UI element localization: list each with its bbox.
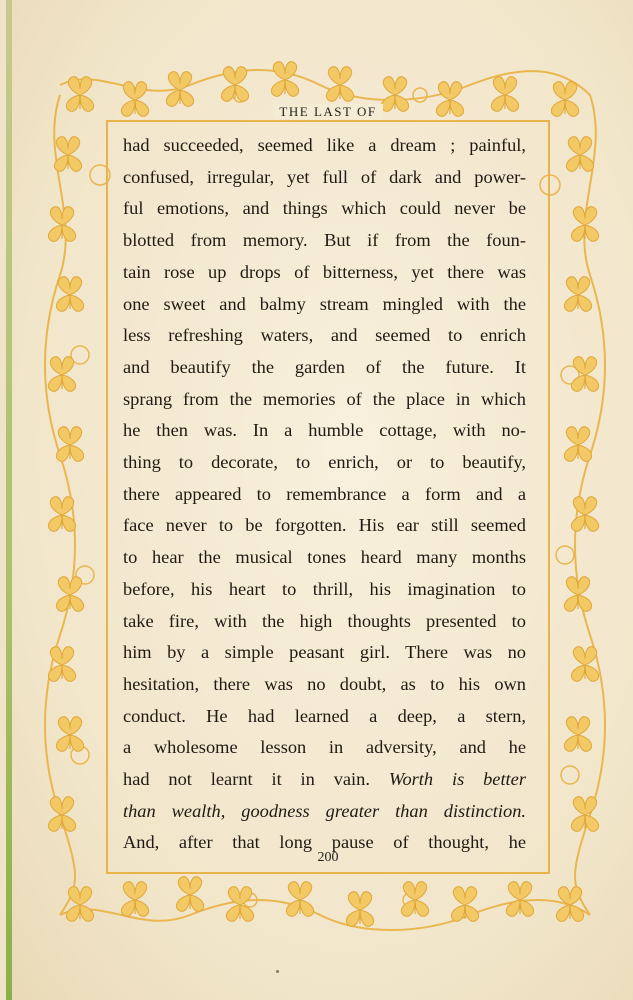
text-segment: had not learnt it in vain. [123, 769, 370, 790]
text-line: blotted from memory. But if from the foun- [123, 230, 526, 251]
text-line: there appeared to remembrance a form and a [123, 483, 526, 504]
text-line: ful emotions, and things which could never be [123, 198, 526, 219]
text-line: he then was. In a humble cottage, with no- [123, 420, 526, 441]
text-line: conduct. He had learned a deep, a stern, [123, 705, 526, 726]
page-edge [6, 0, 12, 1000]
text-line: confused, irregular, yet full of dark and power- [123, 166, 526, 187]
text-line: less refreshing waters, and seemed to enrich [123, 325, 526, 346]
text-line: one sweet and balmy stream mingled with the [123, 293, 526, 314]
text-line-italic: than wealth, goodness greater than distinction. [123, 800, 526, 821]
text-line: tain rose up drops of bitterness, yet there was [123, 261, 526, 282]
paper-speck [276, 970, 279, 973]
text-line: had succeeded, seemed like a dream ; painful, [123, 135, 526, 155]
text-line: thing to decorate, to enrich, or to beautify, [123, 452, 526, 473]
text-line: hesitation, there was no doubt, as to his own [123, 673, 526, 694]
text-line: a wholesome lesson in adversity, and he [123, 737, 526, 758]
text-line: face never to be forgotten. His ear still seemed [123, 515, 526, 536]
text-line: him by a simple peasant girl. There was no [123, 642, 526, 663]
text-line: And, after that long pause of thought, he [123, 832, 526, 853]
text-line: take fire, with the high thoughts presented to [123, 610, 526, 631]
text-line: to hear the musical tones heard many months [123, 547, 526, 568]
text-line: before, his heart to thrill, his imagination to [123, 578, 526, 599]
text-line-mixed [123, 764, 526, 796]
body-text [123, 130, 526, 859]
book-page [6, 0, 633, 1000]
running-title: THE LAST OF [273, 104, 382, 119]
italic-segment: Worth is better [388, 769, 526, 790]
text-line: sprang from the memories of the place in which [123, 388, 526, 409]
running-header [106, 104, 550, 120]
page-number: 200 [317, 850, 339, 865]
text-line: and beautify the garden of the future. It [123, 356, 526, 377]
